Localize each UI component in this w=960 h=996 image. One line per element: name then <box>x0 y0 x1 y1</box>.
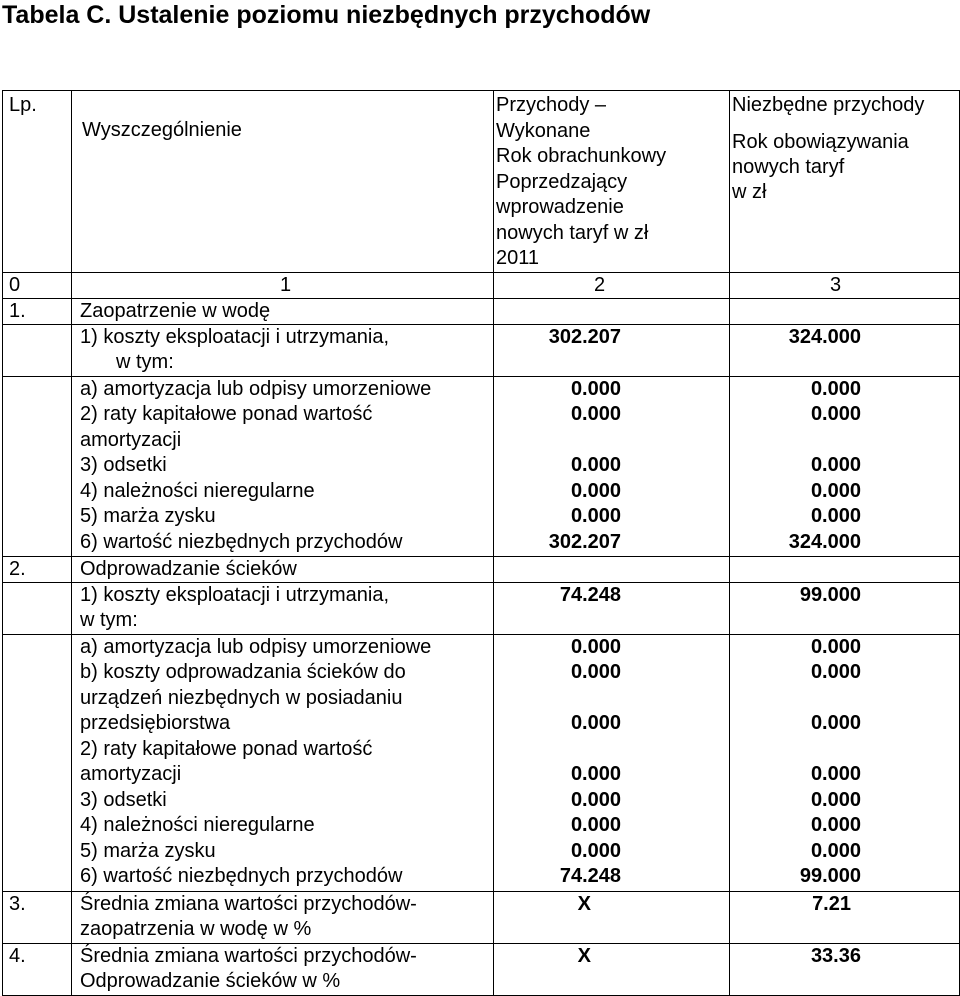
column-number: 1 <box>72 272 494 298</box>
items-labels <box>72 634 494 891</box>
empty-cell <box>3 582 72 634</box>
item-value: 0.000 <box>570 505 621 527</box>
section-lp: 3. <box>3 891 72 943</box>
item-value: 0.000 <box>570 839 621 862</box>
empty-cell <box>3 376 72 556</box>
column-number: 2 <box>494 272 730 298</box>
item-label: 2) raty kapitałowe ponad wartość <box>80 737 373 760</box>
item-value: 74.248 <box>559 865 621 887</box>
item-label: 4) należności nieregularne <box>80 814 315 836</box>
section-lp: 2. <box>3 556 72 582</box>
item-label: 5) marża zysku <box>80 505 216 527</box>
item-value <box>730 737 861 763</box>
item-label: przedsiębiorstwa <box>80 712 231 734</box>
cost-label-line: 1) koszty eksploatacji i utrzymania, <box>80 325 390 348</box>
item-label: a) amortyzacja lub odpisy umorzeniowe <box>80 635 432 658</box>
header-col2-line: Poprzedzający <box>496 170 628 193</box>
item-label: 2) raty kapitałowe ponad wartość <box>80 403 373 425</box>
empty-cell <box>3 634 72 891</box>
item-value: 0.000 <box>810 712 861 734</box>
summary-label <box>72 943 494 995</box>
item-value: 0.000 <box>570 635 621 658</box>
summary-label <box>72 891 494 943</box>
item-value: 0.000 <box>570 788 621 811</box>
page-title: Tabela C. Ustalenie poziomu niezbędnych przychodów <box>2 1 651 29</box>
item-value: 324.000 <box>788 530 861 553</box>
items-values-required <box>730 634 960 891</box>
items-row <box>3 376 960 556</box>
header-col3-line: nowych taryf <box>732 156 845 178</box>
header-col2-line: Rok obrachunkowy <box>496 145 667 167</box>
item-value: 0.000 <box>570 763 621 785</box>
section-lp: 1. <box>3 298 72 324</box>
cost-label <box>72 582 494 634</box>
item-label: 5) marża zysku <box>80 839 216 862</box>
empty-cell <box>494 298 730 324</box>
header-required-revenue <box>730 91 960 273</box>
header-col2-line: wprowadzenie <box>496 196 624 218</box>
cost-row <box>3 582 960 634</box>
item-value: 0.000 <box>570 712 621 734</box>
items-values-previous <box>494 634 730 891</box>
value-cell: 74.248 <box>494 582 730 634</box>
summary-value-previous: X <box>494 943 730 995</box>
column-number: 3 <box>730 272 960 298</box>
cost-label-line: w tym: <box>116 351 174 373</box>
header-col3-line: Niezbędne przychody <box>732 94 925 116</box>
items-labels <box>72 376 494 556</box>
item-label: 6) wartość niezbędnych przychodów <box>80 530 403 553</box>
section-title: Odprowadzanie ścieków <box>72 556 494 582</box>
item-value: 0.000 <box>810 635 861 658</box>
item-value: 0.000 <box>810 454 861 476</box>
item-value: 0.000 <box>810 839 861 862</box>
item-label: a) amortyzacja lub odpisy umorzeniowe <box>80 377 432 400</box>
header-previous-year <box>494 91 730 273</box>
header-name: Wyszczególnienie <box>72 91 494 273</box>
item-label: 3) odsetki <box>80 454 167 476</box>
cost-label-line: 1) koszty eksploatacji i utrzymania, <box>80 583 390 606</box>
value-cell: 302.207 <box>494 324 730 376</box>
revenue-table <box>2 90 960 996</box>
item-value: 0.000 <box>570 661 621 683</box>
item-value: 99.000 <box>799 865 861 887</box>
item-value: 0.000 <box>810 788 861 811</box>
items-row <box>3 634 960 891</box>
item-value <box>494 737 621 763</box>
empty-cell <box>730 298 960 324</box>
empty-cell <box>3 324 72 376</box>
item-value: 0.000 <box>570 479 621 502</box>
item-value: 0.000 <box>570 377 621 400</box>
item-value: 0.000 <box>810 377 861 400</box>
item-value: 0.000 <box>810 505 861 527</box>
section-row <box>3 556 960 582</box>
value-cell: 99.000 <box>730 582 960 634</box>
cost-label <box>72 324 494 376</box>
header-col3-line: w zł <box>732 181 767 203</box>
header-col2-line: Przychody – <box>496 94 607 116</box>
summary-label-line: Średnia zmiana wartości przychodów- <box>80 892 417 915</box>
column-number-row <box>3 272 960 298</box>
summary-label-line: Odprowadzanie ścieków w % <box>80 970 341 992</box>
summary-row-sewage <box>3 943 960 995</box>
summary-value-required: 7.21 <box>730 891 960 943</box>
summary-value-previous: X <box>494 891 730 943</box>
item-value: 0.000 <box>570 454 621 476</box>
item-value: 0.000 <box>570 403 621 425</box>
item-value <box>494 686 621 712</box>
cost-row <box>3 324 960 376</box>
header-col3-line: Rok obowiązywania <box>732 131 909 153</box>
header-col2-line: Wykonane <box>496 119 591 142</box>
section-title: Zaopatrzenie w wodę <box>72 298 494 324</box>
item-label: amortyzacji <box>80 763 182 785</box>
empty-cell <box>730 556 960 582</box>
section-row <box>3 298 960 324</box>
item-value: 302.207 <box>548 530 621 553</box>
item-value: 0.000 <box>810 403 861 425</box>
item-label: urządzeń niezbędnych w posiadaniu <box>80 686 403 709</box>
item-value <box>730 428 861 454</box>
empty-cell <box>494 556 730 582</box>
section-lp: 4. <box>3 943 72 995</box>
item-label: 4) należności nieregularne <box>80 479 315 502</box>
header-row <box>3 91 960 273</box>
header-col2-line: 2011 <box>496 247 540 269</box>
item-value: 0.000 <box>810 763 861 785</box>
header-lp: Lp. <box>3 91 72 273</box>
item-value: 0.000 <box>810 814 861 836</box>
column-number: 0 <box>3 272 72 298</box>
summary-row-water <box>3 891 960 943</box>
items-values-previous <box>494 376 730 556</box>
cost-label-line: w tym: <box>80 609 138 631</box>
item-value: 0.000 <box>570 814 621 836</box>
item-value: 0.000 <box>810 661 861 683</box>
item-label: 6) wartość niezbędnych przychodów <box>80 865 403 887</box>
summary-value-required: 33.36 <box>730 943 960 995</box>
item-value <box>730 686 861 712</box>
header-col2-line: nowych taryf w zł <box>496 221 649 244</box>
item-value <box>494 428 621 454</box>
items-values-required <box>730 376 960 556</box>
value-cell: 324.000 <box>730 324 960 376</box>
item-label: 3) odsetki <box>80 788 167 811</box>
item-value: 0.000 <box>810 479 861 502</box>
item-label: amortyzacji <box>80 428 182 451</box>
summary-label-line: Średnia zmiana wartości przychodów- <box>80 944 417 967</box>
summary-label-line: zaopatrzenia w wodę w % <box>80 918 312 940</box>
item-label: b) koszty odprowadzania ścieków do <box>80 661 406 683</box>
